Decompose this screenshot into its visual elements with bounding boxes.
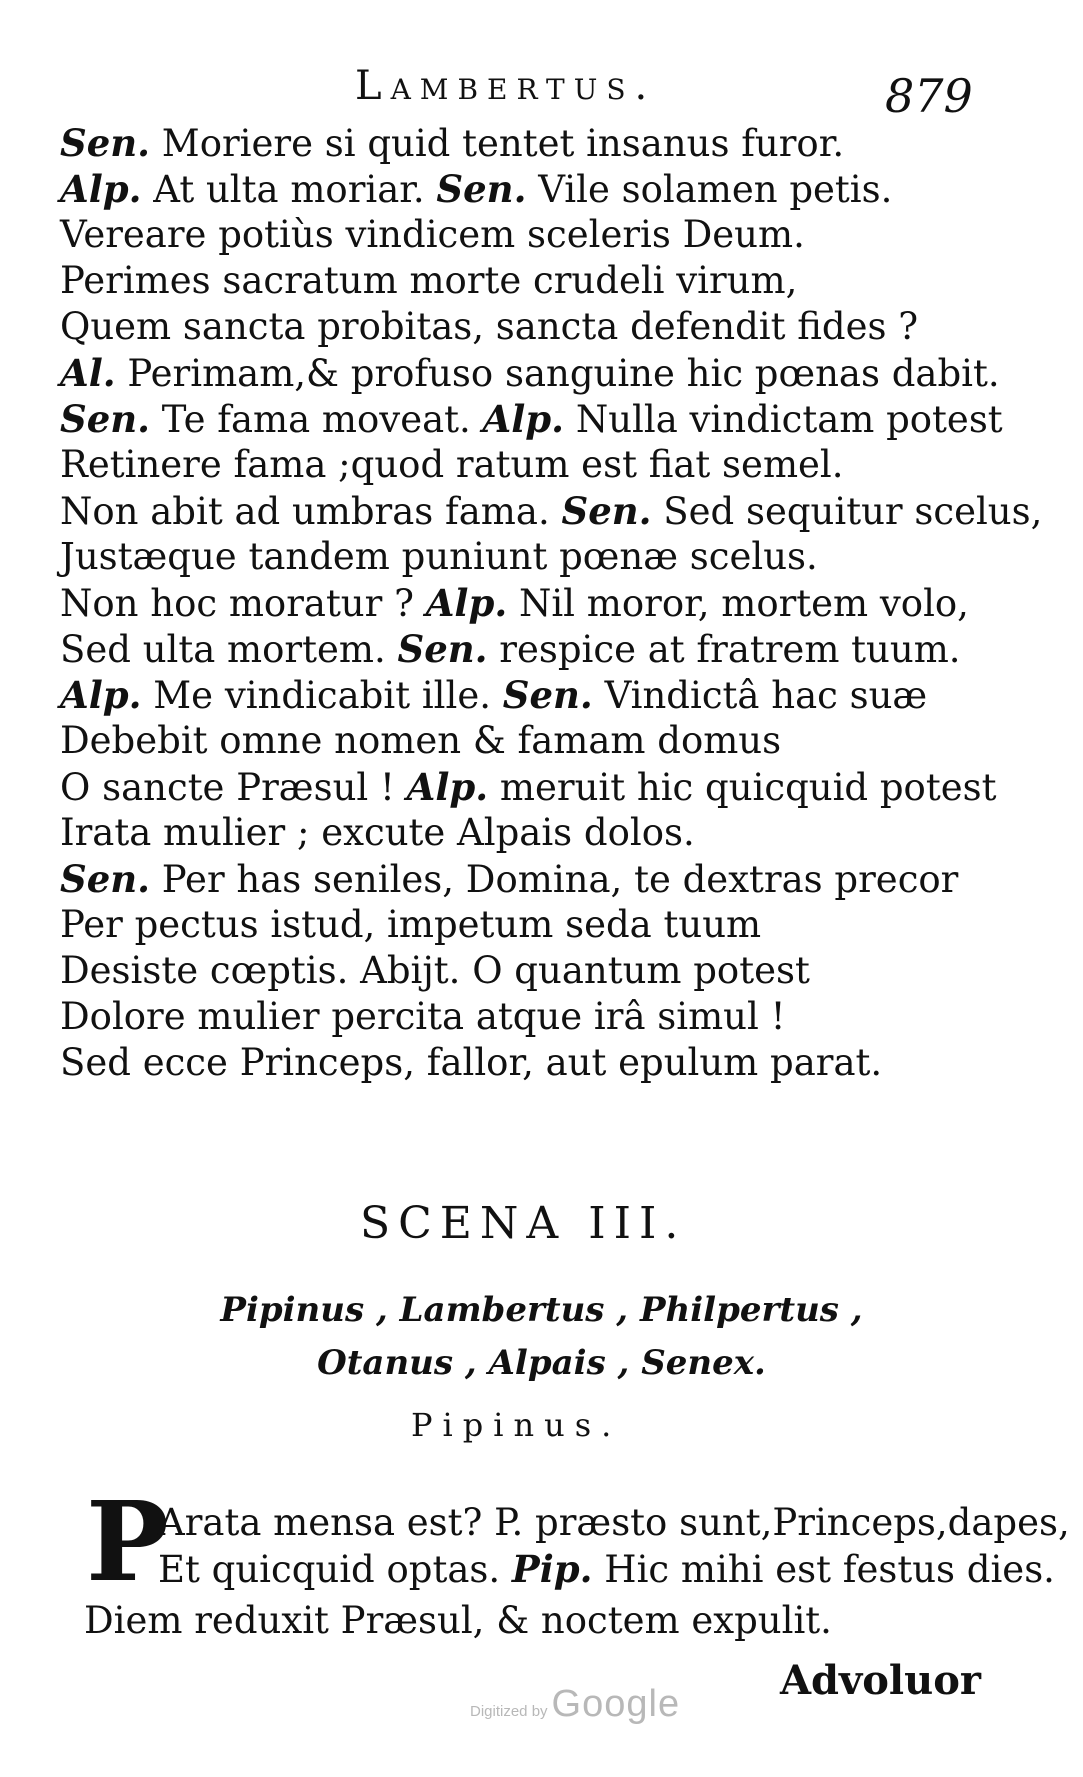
verse-text: Irata mulier ; excute Alpais dolos. — [60, 811, 695, 854]
verse-line — [60, 350, 1000, 396]
watermark-prefix: Digitized by — [470, 1703, 548, 1720]
speaker-tag: Sen. — [502, 673, 593, 717]
verse-text: Vereare potiùs vindicem sceleris Deum. — [60, 213, 805, 256]
verse-line — [60, 120, 844, 166]
speaker-tag: Sen. — [60, 857, 151, 901]
verse-text: Per has seniles, Domina, te dextras precor — [150, 858, 959, 901]
verse-text: Et quicquid optas. — [158, 1548, 512, 1591]
verse-text: Dolore mulier percita atque irâ simul ! — [60, 995, 786, 1038]
speaker-tag: Sen. — [397, 627, 488, 671]
verse-line — [60, 396, 1003, 442]
verse-line — [60, 1040, 882, 1086]
verse-line — [60, 626, 961, 672]
verse-line — [60, 442, 844, 488]
speech-line: Diem reduxit Præsul, & noctem expulit. — [84, 1599, 832, 1642]
speaker-tag: Sen. — [436, 167, 527, 211]
speaker-tag: Pip. — [511, 1547, 593, 1591]
verse-text: Non hoc moratur ? — [60, 582, 426, 625]
verse-text: Debebit omne nomen & famam domus — [60, 719, 782, 762]
verse-line — [60, 672, 927, 718]
verse-line — [60, 764, 996, 810]
verse-text: Justæque tandem puniunt pœnæ scelus. — [60, 535, 818, 578]
verse-line — [60, 166, 892, 212]
speaker-tag: Sen. — [60, 121, 151, 165]
speaker-tag: Alp. — [425, 581, 508, 625]
verse-text: Sed ecce Princeps, fallor, aut epulum parat. — [60, 1041, 883, 1084]
verse-line — [60, 304, 918, 350]
speaker-tag: Alp. — [60, 673, 142, 717]
running-title: Lambertus. — [355, 63, 657, 109]
verse-line — [60, 994, 785, 1040]
verse-text: O sancte Præsul ! — [60, 766, 407, 809]
speech-line — [158, 1546, 1055, 1592]
speaker-heading: Pipinus. — [411, 1406, 622, 1444]
drop-cap: P — [86, 1477, 169, 1606]
catchword: Advoluor — [780, 1657, 981, 1704]
speaker-tag: Al. — [60, 351, 116, 395]
verse-text: Sed sequitur scelus, — [651, 490, 1043, 533]
verse-line — [60, 902, 761, 948]
verse-line — [60, 258, 797, 304]
verse-text: Desiste cœptis. Abijt. O quantum potest — [60, 949, 810, 992]
speaker-tag: Sen. — [60, 397, 151, 441]
verse-text: Perimes sacratum morte crudeli virum, — [60, 259, 798, 302]
verse-text: Retinere fama ;quod ratum est fiat semel. — [60, 443, 844, 486]
speaker-tag: Sen. — [561, 489, 652, 533]
verse-text: Sed ulta mortem. — [60, 628, 398, 671]
verse-text: Te fama moveat. — [150, 398, 483, 441]
verse-text: Hic mihi est festus dies. — [592, 1548, 1055, 1591]
verse-text: Me vindicabit ille. — [141, 674, 503, 717]
verse-line — [60, 534, 818, 580]
speaker-tag: Alp. — [406, 765, 489, 809]
dramatis-personae: Pipinus , Lambertus , Philpertus , — [220, 1290, 863, 1330]
verse-line — [60, 212, 805, 258]
verse-text: Non abit ad umbras fama. — [60, 490, 562, 533]
dramatis-personae: Otanus , Alpais , Senex. — [317, 1343, 766, 1383]
scene-title: SCENA III. — [360, 1198, 687, 1249]
verse-line — [60, 856, 958, 902]
verse-text: Perimam,& profuso sanguine hic pœnas dabit. — [115, 352, 1000, 395]
verse-text: Nil moror, mortem volo, — [507, 582, 969, 625]
verse-text: respice at fratrem tuum. — [487, 628, 961, 671]
digitized-by-watermark — [470, 1683, 680, 1726]
verse-line — [60, 948, 810, 994]
verse-text: Moriere si quid tentet insanus furor. — [150, 122, 845, 165]
verse-text: meruit hic quicquid potest — [488, 766, 997, 809]
verse-line — [60, 580, 969, 626]
verse-text: Nulla vindictam potest — [564, 398, 1003, 441]
verse-line — [60, 488, 1042, 534]
speaker-tag: Alp. — [60, 167, 142, 211]
verse-text: Per pectus istud, impetum seda tuum — [60, 903, 762, 946]
verse-line — [60, 810, 695, 856]
verse-text: Vindictâ hac suæ — [592, 674, 928, 717]
verse-text: Quem sancta probitas, sancta defendit fides ? — [60, 305, 919, 348]
speech-line: Arata mensa est? P. præsto sunt,Princeps,dapes, — [158, 1501, 1070, 1544]
page-number: 879 — [885, 69, 973, 123]
google-logo: Google — [551, 1683, 681, 1725]
running-head — [0, 55, 1083, 123]
verse-line — [60, 718, 781, 764]
verse-text: Vile solamen petis. — [526, 168, 893, 211]
verse-text: At ulta moriar. — [141, 168, 437, 211]
speaker-tag: Alp. — [482, 397, 565, 441]
